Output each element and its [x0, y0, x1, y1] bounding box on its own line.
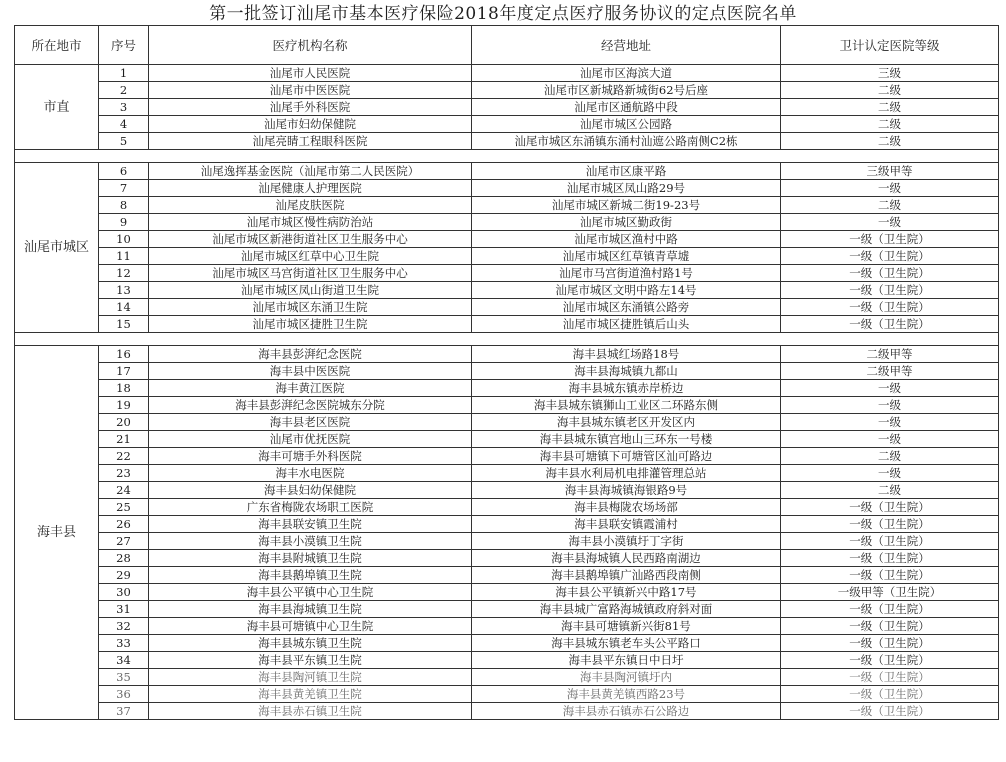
header-row — [15, 26, 999, 65]
name-cell: 汕尾市城区马宫街道社区卫生服务中心 — [149, 265, 472, 282]
index-cell: 16 — [99, 346, 149, 363]
index-cell: 14 — [99, 299, 149, 316]
index-cell: 31 — [99, 601, 149, 618]
table-row — [15, 248, 999, 265]
name-cell: 海丰县中医医院 — [149, 363, 472, 380]
level-cell: 一级 — [781, 180, 999, 197]
level-cell: 三级 — [781, 65, 999, 82]
index-cell: 37 — [99, 703, 149, 720]
address-cell: 海丰县水利局机电排灌管理总站 — [472, 465, 781, 482]
region-cell: 市直 — [15, 65, 99, 150]
region-cell: 海丰县 — [15, 346, 99, 720]
address-cell: 海丰县赤石镇赤石公路边 — [472, 703, 781, 720]
name-cell: 海丰黄江医院 — [149, 380, 472, 397]
table-row — [15, 652, 999, 669]
index-cell: 3 — [99, 99, 149, 116]
index-cell: 27 — [99, 533, 149, 550]
index-cell: 13 — [99, 282, 149, 299]
address-cell: 汕尾市城区东涌镇东涌村汕遮公路南侧C2栋 — [472, 133, 781, 150]
table-row — [15, 346, 999, 363]
name-cell: 汕尾市城区红草中心卫生院 — [149, 248, 472, 265]
page-title: 第一批签订汕尾市基本医疗保险2018年度定点医疗服务协议的定点医院名单 — [209, 4, 797, 24]
level-cell: 一级（卫生院） — [781, 635, 999, 652]
name-cell: 海丰县可塘镇中心卫生院 — [149, 618, 472, 635]
index-cell: 6 — [99, 163, 149, 180]
table-row — [15, 567, 999, 584]
table-row — [15, 397, 999, 414]
name-cell: 汕尾皮肤医院 — [149, 197, 472, 214]
address-cell: 汕尾市城区捷胜镇后山头 — [472, 316, 781, 333]
table-row — [15, 214, 999, 231]
address-cell: 海丰县城广富路海城镇政府斜对面 — [472, 601, 781, 618]
group-separator — [15, 333, 999, 346]
level-cell: 二级 — [781, 482, 999, 499]
address-cell: 海丰县小漠镇圩丁字街 — [472, 533, 781, 550]
level-cell: 一级（卫生院） — [781, 248, 999, 265]
group-separator — [15, 150, 999, 163]
index-cell: 18 — [99, 380, 149, 397]
name-cell: 海丰县附城镇卫生院 — [149, 550, 472, 567]
name-cell: 海丰县小漠镇卫生院 — [149, 533, 472, 550]
table-row — [15, 550, 999, 567]
table-row — [15, 180, 999, 197]
name-cell: 汕尾亮睛工程眼科医院 — [149, 133, 472, 150]
name-cell: 广东省梅陇农场职工医院 — [149, 499, 472, 516]
level-cell: 二级 — [781, 448, 999, 465]
header-address: 经营地址 — [472, 26, 781, 65]
name-cell: 汕尾市人民医院 — [149, 65, 472, 82]
index-cell: 25 — [99, 499, 149, 516]
index-cell: 34 — [99, 652, 149, 669]
name-cell: 汕尾市城区东涌卫生院 — [149, 299, 472, 316]
region-cell: 汕尾市城区 — [15, 163, 99, 333]
address-cell: 海丰县联安镇霞浦村 — [472, 516, 781, 533]
address-cell: 汕尾市城区新城二街19-23号 — [472, 197, 781, 214]
name-cell: 汕尾健康人护理医院 — [149, 180, 472, 197]
name-cell: 海丰县海城镇卫生院 — [149, 601, 472, 618]
name-cell: 海丰县平东镇卫生院 — [149, 652, 472, 669]
index-cell: 1 — [99, 65, 149, 82]
index-cell: 12 — [99, 265, 149, 282]
table-row — [15, 316, 999, 333]
table-row — [15, 133, 999, 150]
index-cell: 32 — [99, 618, 149, 635]
name-cell: 汕尾市城区捷胜卫生院 — [149, 316, 472, 333]
address-cell: 海丰县公平镇新兴中路17号 — [472, 584, 781, 601]
name-cell: 海丰县彭湃纪念医院城东分院 — [149, 397, 472, 414]
separator-cell — [15, 150, 999, 163]
address-cell: 海丰县可塘镇下可塘管区汕可路边 — [472, 448, 781, 465]
index-cell: 30 — [99, 584, 149, 601]
address-cell: 海丰县平东镇日中日圩 — [472, 652, 781, 669]
table-body — [15, 65, 999, 720]
level-cell: 二级甲等 — [781, 363, 999, 380]
name-cell: 汕尾逸挥基金医院（汕尾市第二人民医院） — [149, 163, 472, 180]
address-cell: 汕尾市马宫街道渔村路1号 — [472, 265, 781, 282]
address-cell: 汕尾市城区东涌镇公路旁 — [472, 299, 781, 316]
level-cell: 一级（卫生院） — [781, 299, 999, 316]
address-cell: 汕尾市区通航路中段 — [472, 99, 781, 116]
level-cell: 一级（卫生院） — [781, 265, 999, 282]
level-cell: 一级（卫生院） — [781, 550, 999, 567]
table-row — [15, 99, 999, 116]
address-cell: 汕尾市区海滨大道 — [472, 65, 781, 82]
table-row — [15, 703, 999, 720]
index-cell: 21 — [99, 431, 149, 448]
table-row — [15, 197, 999, 214]
table-row — [15, 584, 999, 601]
address-cell: 海丰县梅陇农场场部 — [472, 499, 781, 516]
name-cell: 海丰水电医院 — [149, 465, 472, 482]
level-cell: 二级 — [781, 133, 999, 150]
level-cell: 一级（卫生院） — [781, 601, 999, 618]
table-row — [15, 414, 999, 431]
name-cell: 海丰县赤石镇卫生院 — [149, 703, 472, 720]
level-cell: 二级 — [781, 197, 999, 214]
index-cell: 26 — [99, 516, 149, 533]
address-cell: 海丰县黄羌镇西路23号 — [472, 686, 781, 703]
table-row — [15, 499, 999, 516]
address-cell: 海丰县海城镇海银路9号 — [472, 482, 781, 499]
index-cell: 20 — [99, 414, 149, 431]
level-cell: 一级 — [781, 414, 999, 431]
table-row — [15, 686, 999, 703]
table-row — [15, 482, 999, 499]
table-row — [15, 363, 999, 380]
index-cell: 9 — [99, 214, 149, 231]
level-cell: 一级（卫生院） — [781, 669, 999, 686]
table-row — [15, 265, 999, 282]
index-cell: 17 — [99, 363, 149, 380]
table-row — [15, 82, 999, 99]
level-cell: 二级 — [781, 99, 999, 116]
level-cell: 一级（卫生院） — [781, 282, 999, 299]
level-cell: 一级（卫生院） — [781, 316, 999, 333]
index-cell: 15 — [99, 316, 149, 333]
address-cell: 海丰县城东镇赤岸桥边 — [472, 380, 781, 397]
address-cell: 汕尾市城区渔村中路 — [472, 231, 781, 248]
level-cell: 一级（卫生院） — [781, 567, 999, 584]
index-cell: 22 — [99, 448, 149, 465]
index-cell: 5 — [99, 133, 149, 150]
table-row — [15, 618, 999, 635]
name-cell: 汕尾市城区慢性病防治站 — [149, 214, 472, 231]
name-cell: 海丰可塘手外科医院 — [149, 448, 472, 465]
level-cell: 一级（卫生院） — [781, 231, 999, 248]
level-cell: 一级（卫生院） — [781, 686, 999, 703]
level-cell: 一级（卫生院） — [781, 703, 999, 720]
name-cell: 海丰县黄羌镇卫生院 — [149, 686, 472, 703]
separator-cell — [15, 333, 999, 346]
index-cell: 8 — [99, 197, 149, 214]
address-cell: 海丰县城东镇老区开发区内 — [472, 414, 781, 431]
index-cell: 33 — [99, 635, 149, 652]
index-cell: 24 — [99, 482, 149, 499]
header-level: 卫计认定医院等级 — [781, 26, 999, 65]
level-cell: 一级 — [781, 214, 999, 231]
level-cell: 一级 — [781, 380, 999, 397]
index-cell: 10 — [99, 231, 149, 248]
table-row — [15, 380, 999, 397]
table-row — [15, 163, 999, 180]
level-cell: 一级 — [781, 431, 999, 448]
table-row — [15, 431, 999, 448]
name-cell: 海丰县老区医院 — [149, 414, 472, 431]
level-cell: 一级（卫生院） — [781, 533, 999, 550]
index-cell: 29 — [99, 567, 149, 584]
address-cell: 海丰县海城镇人民西路南湖边 — [472, 550, 781, 567]
header-region: 所在地市 — [15, 26, 99, 65]
table-row — [15, 116, 999, 133]
table-row — [15, 448, 999, 465]
address-cell: 海丰县城东镇老车头公平路口 — [472, 635, 781, 652]
address-cell: 汕尾市城区勤政街 — [472, 214, 781, 231]
address-cell: 汕尾市城区文明中路左14号 — [472, 282, 781, 299]
level-cell: 三级甲等 — [781, 163, 999, 180]
name-cell: 海丰县彭湃纪念医院 — [149, 346, 472, 363]
name-cell: 海丰县城东镇卫生院 — [149, 635, 472, 652]
index-cell: 11 — [99, 248, 149, 265]
index-cell: 19 — [99, 397, 149, 414]
index-cell: 23 — [99, 465, 149, 482]
table-row — [15, 669, 999, 686]
table-row — [15, 465, 999, 482]
address-cell: 汕尾市区康平路 — [472, 163, 781, 180]
table-row — [15, 282, 999, 299]
address-cell: 汕尾市城区红草镇青草墟 — [472, 248, 781, 265]
name-cell: 汕尾市城区凤山街道卫生院 — [149, 282, 472, 299]
level-cell: 一级（卫生院） — [781, 618, 999, 635]
table-row — [15, 65, 999, 82]
address-cell: 海丰县海城镇九都山 — [472, 363, 781, 380]
name-cell: 汕尾市优抚医院 — [149, 431, 472, 448]
address-cell: 海丰县城红场路18号 — [472, 346, 781, 363]
level-cell: 一级 — [781, 465, 999, 482]
table-row — [15, 299, 999, 316]
name-cell: 汕尾市妇幼保健院 — [149, 116, 472, 133]
name-cell: 海丰县鹅埠镇卫生院 — [149, 567, 472, 584]
address-cell: 汕尾市城区凤山路29号 — [472, 180, 781, 197]
index-cell: 7 — [99, 180, 149, 197]
level-cell: 一级（卫生院） — [781, 652, 999, 669]
name-cell: 汕尾手外科医院 — [149, 99, 472, 116]
index-cell: 4 — [99, 116, 149, 133]
address-cell: 海丰县城东镇狮山工业区二环路东侧 — [472, 397, 781, 414]
level-cell: 一级（卫生院） — [781, 516, 999, 533]
name-cell: 海丰县陶河镇卫生院 — [149, 669, 472, 686]
table-row — [15, 635, 999, 652]
level-cell: 一级 — [781, 397, 999, 414]
name-cell: 汕尾市城区新港街道社区卫生服务中心 — [149, 231, 472, 248]
level-cell: 二级 — [781, 82, 999, 99]
table-row — [15, 231, 999, 248]
index-cell: 36 — [99, 686, 149, 703]
table-row — [15, 601, 999, 618]
address-cell: 汕尾市城区公园路 — [472, 116, 781, 133]
header-name: 医疗机构名称 — [149, 26, 472, 65]
level-cell: 一级（卫生院） — [781, 499, 999, 516]
index-cell: 2 — [99, 82, 149, 99]
table-row — [15, 516, 999, 533]
address-cell: 海丰县陶河镇圩内 — [472, 669, 781, 686]
address-cell: 海丰县鹅埠镇广汕路西段南侧 — [472, 567, 781, 584]
name-cell: 海丰县公平镇中心卫生院 — [149, 584, 472, 601]
address-cell: 海丰县城东镇宫地山三环东一号楼 — [472, 431, 781, 448]
level-cell: 二级甲等 — [781, 346, 999, 363]
table-row — [15, 533, 999, 550]
level-cell: 一级甲等（卫生院） — [781, 584, 999, 601]
address-cell: 海丰县可塘镇新兴街81号 — [472, 618, 781, 635]
level-cell: 二级 — [781, 116, 999, 133]
name-cell: 海丰县妇幼保健院 — [149, 482, 472, 499]
index-cell: 28 — [99, 550, 149, 567]
header-index: 序号 — [99, 26, 149, 65]
hospital-list-table — [14, 25, 999, 720]
name-cell: 海丰县联安镇卫生院 — [149, 516, 472, 533]
name-cell: 汕尾市中医医院 — [149, 82, 472, 99]
index-cell: 35 — [99, 669, 149, 686]
address-cell: 汕尾市区新城路新城街62号后座 — [472, 82, 781, 99]
